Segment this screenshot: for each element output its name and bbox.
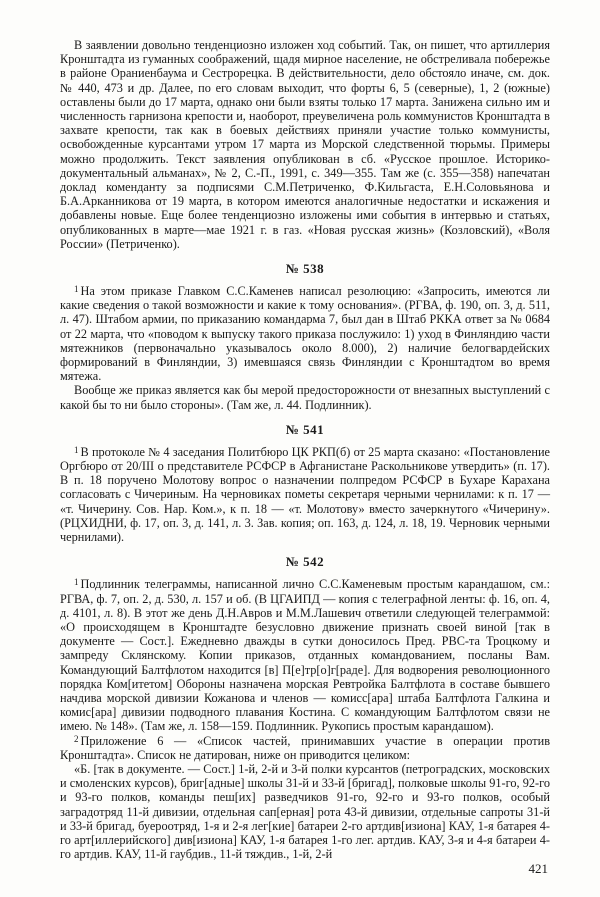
footnote-541-1 [60, 445, 550, 544]
footnote-text: На этом приказе Главком С.С.Каменев написал резолюцию: «Запросить, имеются ли какие сведения о такой возможности и какие к тому основания». (РГВА, ф. 190, оп. 3, д. 511, л. 47). Штабом армии, по приказанию командарма 7, был дан в Штаб РККА ответ за № 0684 от 22 марта, что «поводом к выпуску такого приказа послужило: 1) уход в Финляндию части мятежников (первоначально указывалось около 8.000), 2) наличие белогвардейских формирований в Финляндии, 3) имевшаяся связь Финляндии с Кронштадтом во время мятежа. [60, 284, 550, 384]
section-title-542: № 542 [285, 554, 325, 570]
footnote-marker: 1 [74, 577, 79, 588]
page-number: 421 [528, 861, 548, 876]
section-title-538: № 538 [285, 261, 325, 277]
footnote-marker: 2 [74, 733, 79, 744]
footnote-marker: 1 [74, 284, 79, 295]
section-title-541: № 541 [285, 421, 325, 437]
footnote-538-continuation: Вообще же приказ является как бы мерой предосторожности от внезапных выступлений с какой бы то ни было стороны». (Там же, л. 44. Подлинник). [60, 383, 550, 412]
footnote-marker: 1 [74, 444, 79, 455]
footnote-text: Приложение 6 — «Список частей, принимавших участие в операции против Кронштадта». Список не датирован, ниже он приводится целиком: [60, 733, 550, 762]
footnote-538-1 [60, 284, 550, 383]
footnote-542-2 [60, 734, 550, 762]
footnote-text: В протоколе № 4 заседания Политбюро ЦК РКП(б) от 25 марта сказано: «Постановление Оргбюро от 20/III о представителе РСФСР в Афганистане Раскольникове утвердить» (п. 17). В п. 18 поручено Молотову вопрос о назначении полпредом РСФСР в Бухаре Карахана согласовать с Чичериным. На черновиках пометы секретаря черными чернилами: к п. 17 — «т. Чичерину. Сов. Нар. Ком.», к п. 18 — «т. Молотову» вместо зачеркнутого «Чичерину». (РЦХИДНИ, ф. 17, оп. 3, д. 141, л. 3. Зав. копия; оп. 163, д. 124, л. 18, 19. Черновик черными чернилами). [60, 444, 550, 545]
footnote-542-1 [60, 577, 550, 733]
intro-paragraph: В заявлении довольно тенденциозно изложен ход событий. Так, он пишет, что артиллерия Кронштадта из гуманных соображений, щадя мирное население, не обстреливала побережье в районе Ораниенбаума и Сестрорецка. В действительности, дело обстояло иначе, см. док. № 440, 473 и др. Далее, по его словам выходит, что форты 6, 5 (северные), 1, 2 (южные) оставлены были до 17 марта, однако они были взяты только 17 марта. Занижена сильно им и численность гарнизона крепости и, наоборот, преувеличена роль коммунистов Кронштадта в захвате крепости, так как в боевых действиях приняли участие только коммунисты, освобожденные курсантами утром 17 марта из Морской следственной тюрьмы. Примеры можно продолжить. Текст заявления опубликован в сб. «Русское прошлое. Историко-документальный альманах», № 2, С.-П., 1991, с. 349—355. Там же (с. 355—358) напечатан доклад коменданту за подписями С.М.Петриченко, Ф.Кильгаста, Е.Н.Соловьянова и Б.А.Арканникова от 19 марта, в котором имеются аналогичные недостатки и искажения и добавлены новые. Еще более тенденциозно изложены ими события в интервью и статьях, опубликованных в марте—мае 1921 г. в газ. «Новая русская жизнь» (Козловский), «Воля России» (Петриченко). [60, 38, 550, 251]
footnote-542-list: «Б. [так в документе. — Сост.] 1-й, 2-й и 3-й полки курсантов (петроградских, московских и смоленских курсов), бриг[адные] школы 31-й и 33-й [бригад], полковые школы 91-го, 92-го и 93-го полков, команды пеш[их] разведчиков 91-го, 92-го и 93-го полков, особый заградотряд 11-й дивизии, отдельная сап[ерная] рота 43-й дивизии, отдельные сапроты 31-й и 33-й бригад, буероотряд, 1-я и 2-я лег[кие] батареи 2-го артдив[изиона] КАУ, 1-я батарея 4-го арт[иллерийского] див[изиона] КАУ, 1-я батарея 1-го лег. артдив. КАУ, 3-я и 4-я батареи 4-го артдив. КАУ, 11-й гаубдив., 11-й тяждив., 1-й, 2-й [60, 761, 550, 862]
footnote-text: Подлинник телеграммы, написанной лично С.С.Каменевым простым карандашом, см.: РГВА, ф. 7, оп. 2, д. 530, л. 157 и об. (В ЦГАИПД — копия с телеграфной ленты: ф. 16, оп. 4, д. 4101, л. 8). В этот же день Д.Н.Авров и М.М.Лашевич ответили следующей телеграммой: «О происходящем в Кронштадте безусловно движение признать своей виной [так в документе — Сост.]. Ежедневно дважды в сутки доносилось Пред. РВС-та Троцкому и зампреду Склянскому. Копии приказов, отданных командованием, посланы Вам. Командующий Балтфлотом находится [в] П[е]тр[о]г[раде]. Для водворения революционного порядка Ком[итетом] Обороны назначена морская Ревтройка Балтфлота в составе бывшего начдива морской дивизии Кожанова и членов — комисс[ара] штаба Балтфлота Галкина и комис[ара] дивизии подводного плавания Костина. С командующим Балтфлотом связи не имею. № 148». (Там же, л. 158—159. Подлинник. Рукопись простым карандашом). [60, 577, 550, 734]
